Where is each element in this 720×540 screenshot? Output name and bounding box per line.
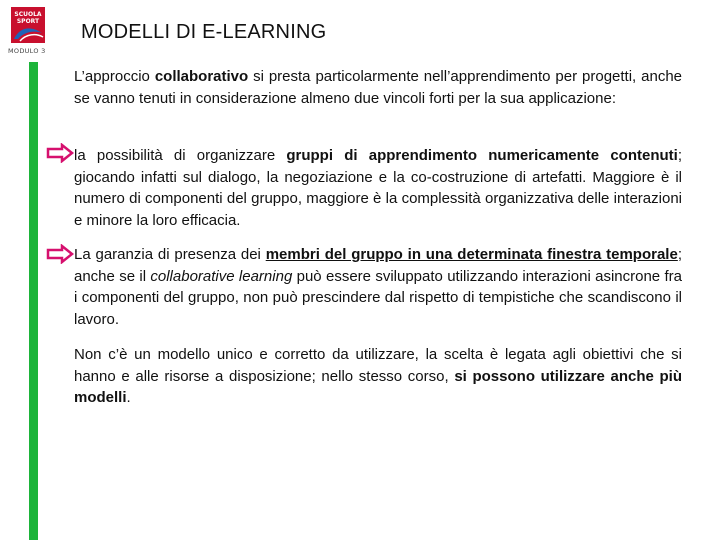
right-arrow-icon bbox=[46, 143, 74, 163]
logo-icon bbox=[10, 6, 46, 44]
page-title: MODELLI DI E-LEARNING bbox=[81, 21, 327, 43]
svg-text:SCUOLA: SCUOLA bbox=[14, 11, 42, 18]
intro-paragraph: L’approccio collaborativo si presta particolarmente nell’apprendimento per progetti, anche se vanno tenuti in considerazione almeno due vincoli forti per la sua applicazione: bbox=[74, 68, 682, 107]
constraint-paragraph-2: La garanzia di presenza dei membri del gruppo in una determinata finestra temporale; anche se il collaborative learning può essere sviluppato utilizzando interazioni asincrone fra i componenti del gruppo, non può prescindere dal rispetto di tempistiche che scandiscono il lavoro. bbox=[74, 246, 682, 328]
accent-bar bbox=[29, 62, 38, 540]
svg-text:SPORT: SPORT bbox=[16, 18, 40, 25]
module-label: MODULO 3 bbox=[8, 47, 46, 55]
right-arrow-icon bbox=[46, 244, 74, 264]
constraint-paragraph-1: la possibilità di organizzare gruppi di apprendimento numericamente contenuti; giocando infatti sul dialogo, la negoziazione e la co-costruzione di artefatti. Maggiore è il numero di componenti del gruppo, maggiore è la complessità organizzativa delle interazioni e minore la loro efficacia. bbox=[74, 147, 682, 229]
conclusion-paragraph: Non c’è un modello unico e corretto da utilizzare, la scelta è legata agli obiettivi che si hanno e alle risorse a disposizione; nello stesso corso, si possono utilizzare anche più modelli. bbox=[74, 346, 682, 406]
